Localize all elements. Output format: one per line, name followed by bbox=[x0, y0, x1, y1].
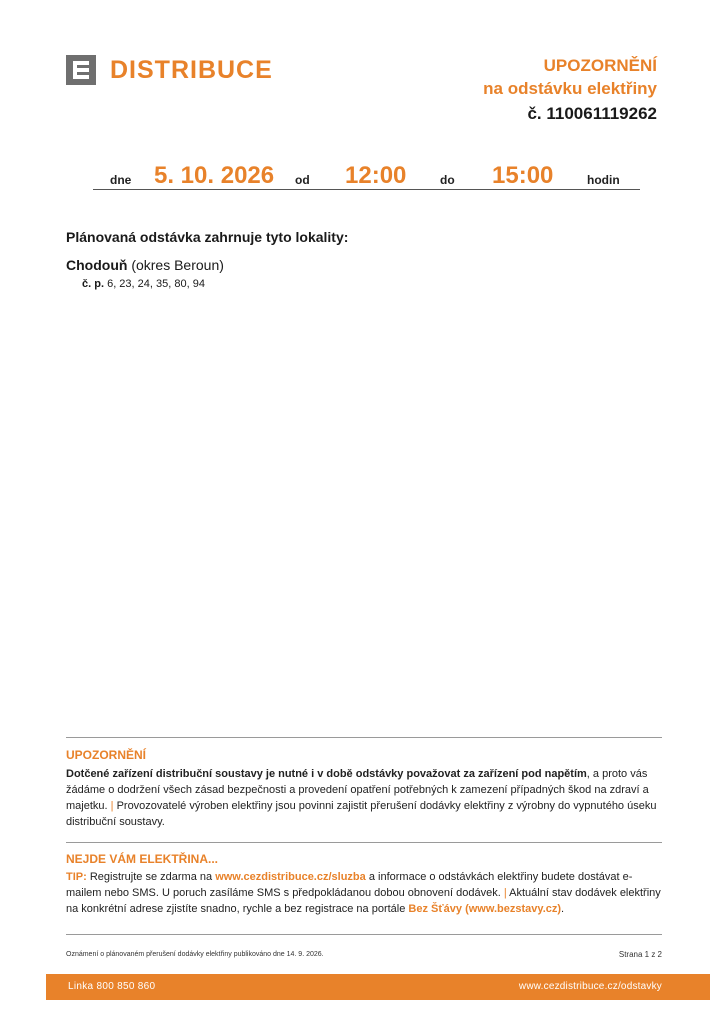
section-divider bbox=[66, 737, 662, 738]
notice-subtitle: na odstávku elektřiny bbox=[483, 79, 657, 98]
tip-label: TIP: bbox=[66, 871, 87, 883]
notice-number: č. 110061119262 bbox=[527, 104, 657, 123]
notice-title: UPOZORNĚNÍ bbox=[543, 56, 657, 75]
house-number-list: 6, 23, 24, 35, 80, 94 bbox=[107, 278, 205, 290]
warning-separator: | bbox=[110, 800, 114, 812]
locality-heading: Plánovaná odstávka zahrnuje tyto lokality: bbox=[66, 229, 349, 245]
company-logo-text: DISTRIBUCE bbox=[110, 56, 273, 84]
portal-link[interactable]: (www.bezstavy.cz) bbox=[465, 903, 562, 915]
company-logo-mark bbox=[66, 55, 96, 85]
warning-text-1: , a proto vás žádáme o dodržení všech zásad bezpečnosti a provedení opatření potřebných k zamezení případných škod na zdraví a majetku. bbox=[66, 768, 649, 812]
warning-text-2: Provozovatelé výroben elektřiny jsou povinni zajistit přerušení dodávky elektřiny z výrobny do vypnutého úseku distribuční soustavy. bbox=[66, 800, 657, 828]
from-label: od bbox=[295, 173, 310, 187]
footer-hotline: Linka 800 850 860 bbox=[68, 981, 156, 992]
section-divider bbox=[66, 842, 662, 843]
date-divider bbox=[93, 189, 640, 190]
to-label: do bbox=[440, 173, 455, 187]
page-number: Strana 1 z 2 bbox=[618, 950, 662, 959]
registration-link[interactable]: www.cezdistribuce.cz/sluzba bbox=[215, 871, 366, 883]
warning-title: UPOZORNĚNÍ bbox=[66, 748, 147, 762]
no-power-title: NEJDE VÁM ELEKTŘINA... bbox=[66, 852, 219, 866]
portal-name: Bez Šťávy bbox=[408, 903, 462, 915]
no-power-text-1: Registrujte se zdarma na bbox=[89, 871, 213, 883]
warning-bold-text: Dotčené zařízení distribuční soustavy je nutné i v době odstávky považovat za zařízení pod napětím bbox=[66, 768, 587, 780]
hours-label: hodin bbox=[587, 173, 620, 187]
footer-website-link[interactable]: www.cezdistribuce.cz/odstavky bbox=[518, 981, 662, 992]
date-label: dne bbox=[110, 173, 132, 187]
outage-end-time: 15:00 bbox=[492, 162, 554, 189]
no-power-separator: | bbox=[503, 887, 507, 899]
publication-note: Oznámení o plánovaném přerušení dodávky elektřiny publikováno dne 14. 9. 2026. bbox=[66, 951, 324, 958]
place-district: (okres Beroun) bbox=[131, 257, 224, 273]
place-name: Chodouň bbox=[66, 257, 128, 273]
no-power-text-2: a informace o odstávkách elektřiny budete dostávat e-mailem nebo SMS. U poruch zasíláme SMS s předpokládanou dobou obnovení dodávek. bbox=[66, 871, 633, 899]
section-divider bbox=[66, 934, 662, 935]
no-power-text bbox=[66, 869, 664, 917]
no-power-text-3: Aktuální stav dodávek elektřiny na konkrétní adrese zjistíte snadno, rychle a bez registrace na portále bbox=[66, 887, 661, 915]
no-power-text-end: . bbox=[561, 903, 565, 915]
outage-date: 5. 10. 2026 bbox=[154, 162, 275, 189]
house-number-label: č. p. bbox=[82, 278, 105, 290]
house-numbers bbox=[82, 278, 205, 290]
locality-place bbox=[66, 257, 224, 273]
warning-text bbox=[66, 766, 664, 830]
outage-start-time: 12:00 bbox=[345, 162, 407, 189]
